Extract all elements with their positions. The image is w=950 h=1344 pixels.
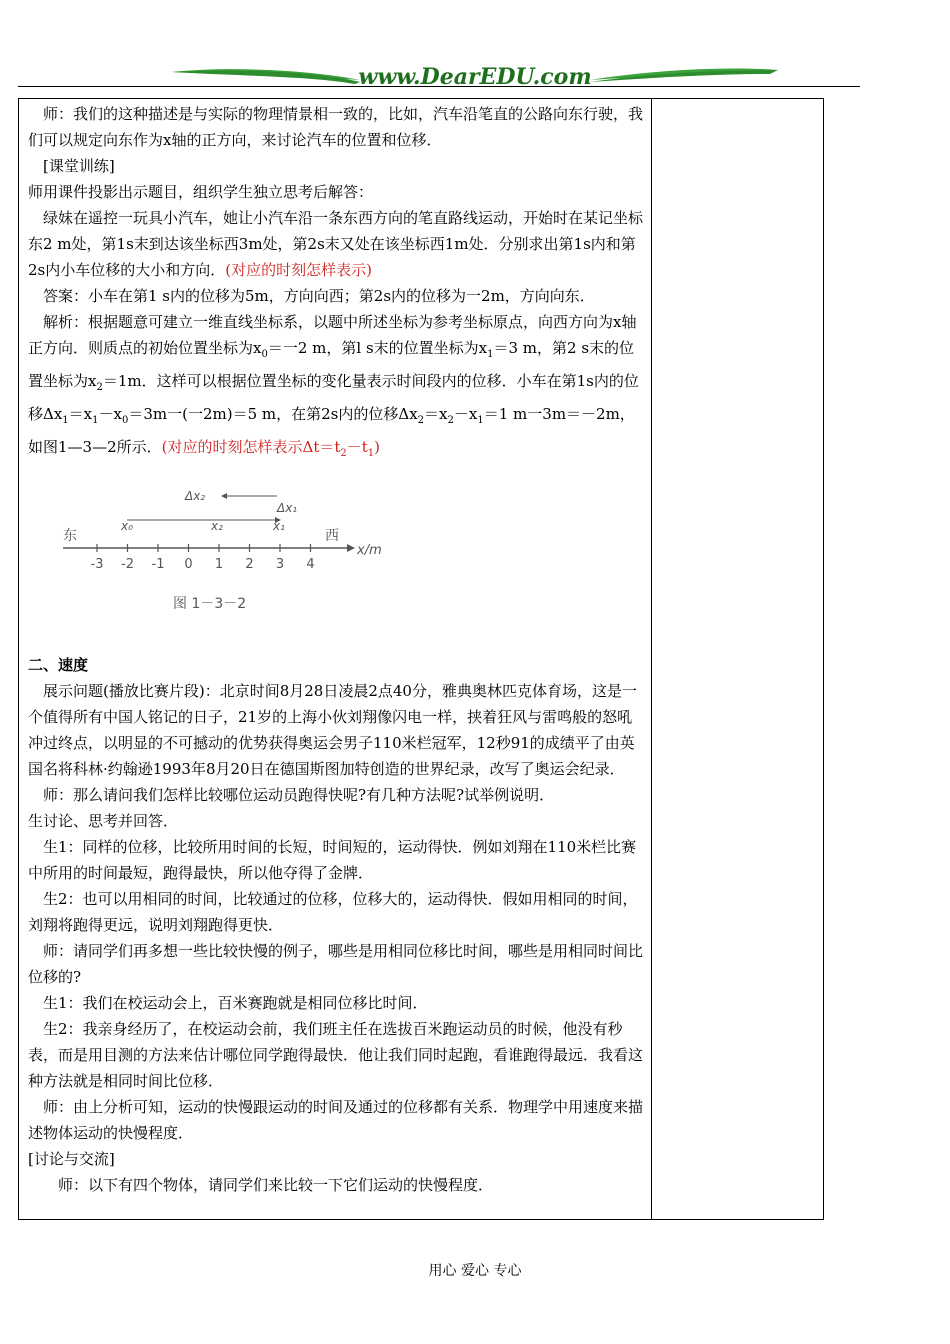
site-header-logo	[170, 58, 780, 94]
paragraph	[28, 205, 644, 283]
paragraph: 师用课件投影出示题目，组织学生独立思考后解答：	[28, 183, 374, 201]
paragraph: 生2：我亲身经历了，在校运动会前，我们班主任在选拔百米跑运动员的时候，他没有秒表，而是用目测的方法来估计哪位同学跑得最快．他让我们同时起跑，看谁跑得最远．我看这种方法就是相同时间比位移．	[28, 1020, 644, 1090]
east-label: 东	[63, 528, 77, 544]
tick-label: 4	[306, 557, 315, 572]
x0-label: x₀	[121, 519, 133, 533]
red-note: (对应的时刻怎样表示)	[225, 261, 372, 279]
sub: 0	[261, 349, 268, 360]
dx1-label: Δx₁	[277, 501, 298, 515]
tick-label: 0	[184, 557, 193, 572]
sub: 1	[487, 349, 494, 360]
paragraph: [课堂训练]	[43, 157, 115, 175]
text: －x	[98, 405, 122, 423]
displacement-figure	[55, 480, 385, 620]
paragraph: 师：我们的这种描述是与实际的物理情景相一致的，比如，汽车沿笔直的公路向东行驶，我们可以规定向东作为x轴的正方向，来讨论汽车的位置和位移．	[28, 105, 644, 149]
sub: 1	[477, 415, 484, 426]
paragraph: [讨论与交流]	[28, 1150, 115, 1168]
tick-label: 3	[275, 557, 285, 572]
page-footer: 用心 爱心 专心	[428, 1263, 522, 1279]
text: ＝x	[68, 405, 93, 423]
text: ＝x	[424, 405, 448, 423]
sub: 1	[92, 415, 99, 426]
paragraph: 生1：我们在校运动会上，百米赛跑就是相同位移比时间．	[43, 994, 428, 1012]
lesson-content	[28, 101, 644, 1198]
text: ＝一2 m，第l s末的位置坐标为x	[267, 339, 488, 357]
paragraph: 展示问题(播放比赛片段)：北京时间8月28日凌晨2点40分，雅典奥林匹克体育场，这是一个值得所有中国人铭记的日子，21岁的上海小伙刘翔像闪电一样，挟着狂风与雷鸣般的怒吼冲过终点，以明显的不可撼动的优势获得奥运会男子110米栏冠军，12秒91的成绩平了由英国名将科林·约翰逊1993年8月20日在德国斯图加特创造的世界纪录，改写了奥运会纪录．	[28, 682, 637, 778]
section-heading: 二、速度	[28, 656, 89, 674]
column-divider	[651, 98, 652, 1220]
west-label: 西	[325, 528, 339, 544]
sub: 2	[417, 415, 425, 426]
paragraph	[28, 309, 644, 467]
text: ＝1m．这样可以根据位置坐标的变化量表示时间段内的位移．小车在第1s内的位移Δx	[28, 372, 639, 423]
sub: 2	[340, 448, 347, 459]
tick-label: 2	[245, 557, 254, 572]
figure-caption: 图 1－3－2	[173, 596, 247, 612]
sub: 2	[96, 382, 103, 393]
tick-label: -2	[121, 557, 134, 572]
axis-label: x/m	[357, 543, 382, 558]
paragraph: 师：那么请问我们怎样比较哪位运动员跑得快呢?有几种方法呢?试举例说明．	[43, 786, 555, 804]
tick-label: 1	[214, 557, 224, 572]
paragraph: 答案：小车在第1 s内的位移为5m，方向向西；第2s内的位移为一2m，方向向东．	[43, 287, 595, 305]
axis-arrow	[347, 544, 355, 552]
dx2-label: Δx₂	[185, 489, 206, 503]
text: －x	[453, 405, 478, 423]
text: 绿妹在遥控一玩具小汽车，她让小汽车沿一条东西方向的笔直路线运动，开始时在某记坐标东2 m处，第1s末到达该坐标西3m处，第2s末又处在该坐标西1m处．分别求出第1s内和第2s内小车位移的大小和方向．	[28, 209, 644, 279]
sub: 2	[447, 415, 454, 426]
paragraph: 师：请同学们再多想一些比较快慢的例子，哪些是用相同位移比时间，哪些是用相同时间比位移的?	[28, 942, 644, 986]
text: ＝3 m，第2 s末的位置坐标为x	[28, 339, 635, 390]
text: ＝1 m一3m＝－2m，如图1—3—2所示．	[28, 405, 635, 456]
paragraph: 师：由上分析可知，运动的快慢跟运动的时间及通过的位移都有关系．物理学中用速度来描述物体运动的快慢程度．	[28, 1098, 644, 1142]
sub: 1	[62, 415, 69, 426]
text: －t	[346, 438, 368, 456]
paragraph: 师：以下有四个物体，请同学们来比较一下它们运动的快慢程度．	[58, 1176, 494, 1194]
tick-label: -3	[90, 557, 104, 572]
text: ＝3m一(一2m)＝5 m，在第2s内的位移Δx	[128, 405, 418, 423]
paragraph: 生1：同样的位移，比较所用时间的长短，时间短的，运动得快．例如刘翔在110米栏比赛中所用的时间最短，跑得最快，所以他夺得了金牌．	[28, 838, 637, 882]
text: )	[374, 438, 381, 456]
sub: 1	[367, 448, 375, 459]
tick-label: -1	[151, 557, 165, 572]
paragraph: 生讨论、思考并回答．	[28, 812, 179, 830]
text: 解析：根据题意可建立一维直线坐标系，以题中所述坐标为参考坐标原点，向西方向为x轴正方向．则质点的初始位置坐标为x	[28, 313, 637, 357]
red-note	[161, 438, 381, 459]
site-name: www.DearEDU.com	[358, 64, 592, 90]
sub: 0	[121, 415, 129, 426]
x2-label: x₂	[211, 519, 223, 533]
header-rule	[18, 86, 860, 87]
paragraph: 生2：也可以用相同的时间，比较通过的位移，位移大的，运动得快．假如用相同的时间，刘翔将跑得更远，说明刘翔跑得更快．	[28, 890, 638, 934]
text: (对应的时刻怎样表示Δt＝t	[161, 438, 341, 456]
x1-label: x₁	[273, 519, 285, 533]
